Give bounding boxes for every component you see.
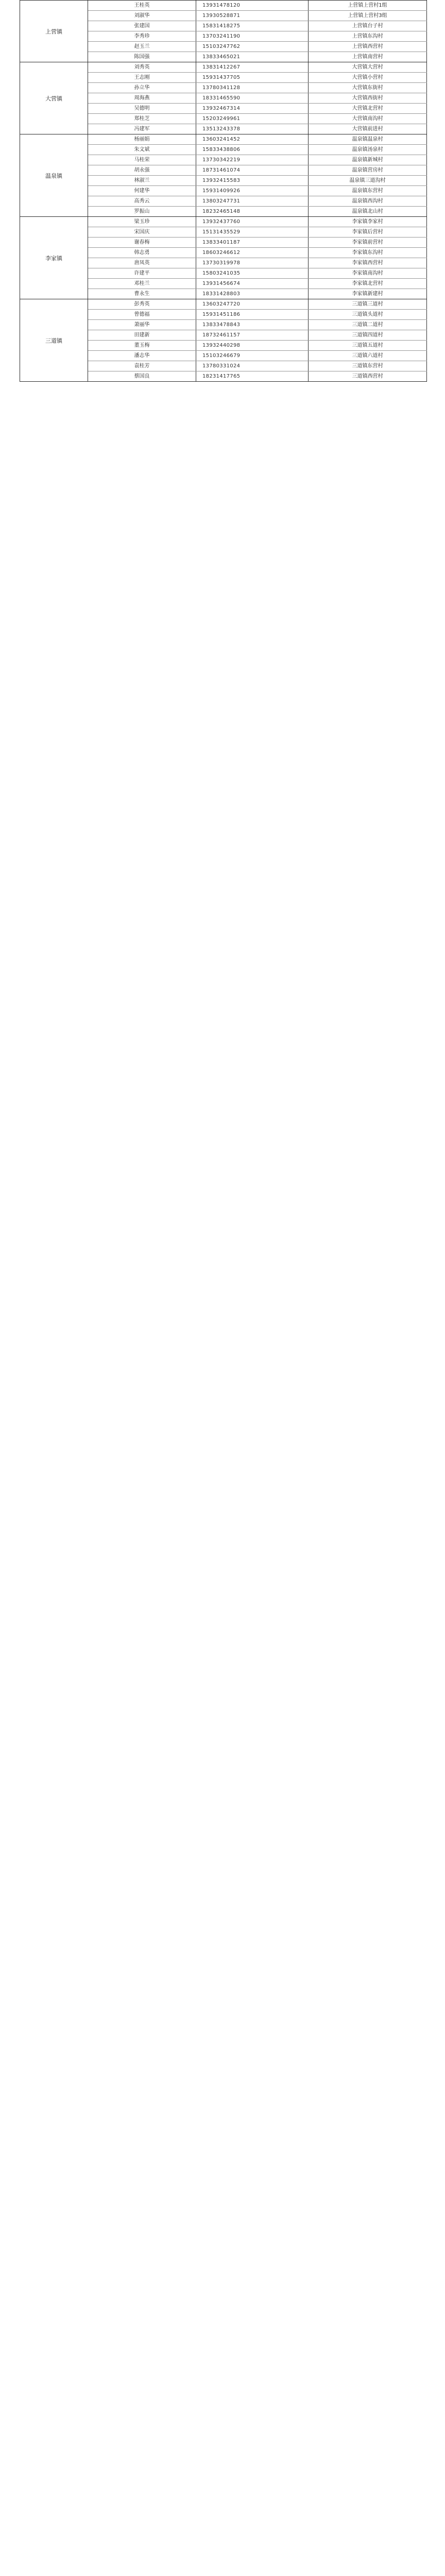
table-row bbox=[88, 268, 427, 279]
contact-name-cell: 韩志勇 bbox=[88, 248, 196, 258]
table-row bbox=[88, 21, 427, 31]
table-row bbox=[88, 52, 427, 62]
contact-name-cell: 袁桂芳 bbox=[88, 361, 196, 371]
contact-address-cell: 温泉镇温泉村 bbox=[309, 134, 427, 144]
table-row bbox=[88, 104, 427, 114]
table-row bbox=[88, 145, 427, 155]
contact-name-cell: 周海燕 bbox=[88, 93, 196, 103]
contact-name-cell: 彭秀英 bbox=[88, 299, 196, 309]
contact-phone-cell: 13730319978 bbox=[196, 258, 309, 268]
contact-phone-cell: 15931451186 bbox=[196, 310, 309, 319]
contact-name-cell: 何建华 bbox=[88, 186, 196, 196]
contact-name-cell: 宋国庆 bbox=[88, 227, 196, 237]
contact-phone-cell: 13803247731 bbox=[196, 196, 309, 206]
contact-address-cell: 李家镇新建村 bbox=[309, 289, 427, 299]
contact-name-cell: 谢春梅 bbox=[88, 238, 196, 247]
contact-address-cell: 三道镇三道村 bbox=[309, 299, 427, 309]
contact-phone-cell: 15103246679 bbox=[196, 351, 309, 361]
town-group bbox=[20, 1, 427, 62]
contact-phone-cell: 13932437760 bbox=[196, 217, 309, 227]
table-row bbox=[88, 31, 427, 42]
table-row bbox=[88, 62, 427, 73]
contact-name-cell: 朱文斌 bbox=[88, 145, 196, 155]
contact-address-cell: 三道镇六道村 bbox=[309, 351, 427, 361]
contact-phone-cell: 15833438806 bbox=[196, 145, 309, 155]
town-rows bbox=[88, 217, 427, 299]
contact-address-cell: 李家镇南沟村 bbox=[309, 268, 427, 278]
table-row bbox=[88, 134, 427, 145]
contact-phone-cell: 13780341128 bbox=[196, 83, 309, 93]
table-row bbox=[88, 186, 427, 196]
contact-phone-cell: 15131435529 bbox=[196, 227, 309, 237]
contact-address-cell: 三道镇四道村 bbox=[309, 330, 427, 340]
contact-phone-cell: 13831412267 bbox=[196, 62, 309, 72]
contact-name-cell: 郑桂芝 bbox=[88, 114, 196, 124]
contact-phone-cell: 18231417765 bbox=[196, 371, 309, 381]
table-row bbox=[88, 114, 427, 124]
table-row bbox=[88, 1, 427, 11]
contact-address-cell: 温泉镇北山村 bbox=[309, 207, 427, 216]
contact-address-cell: 三道镇头道村 bbox=[309, 310, 427, 319]
contact-phone-cell: 15931409926 bbox=[196, 186, 309, 196]
contact-name-cell: 田建新 bbox=[88, 330, 196, 340]
town-name-cell: 大营镇 bbox=[20, 62, 88, 134]
contact-phone-cell: 13780331024 bbox=[196, 361, 309, 371]
contact-name-cell: 李秀珍 bbox=[88, 31, 196, 41]
contact-address-cell: 大营镇小营村 bbox=[309, 73, 427, 82]
contact-address-cell: 三道镇二道村 bbox=[309, 320, 427, 330]
contact-address-cell: 上营镇南营村 bbox=[309, 52, 427, 62]
contact-address-cell: 李家镇东沟村 bbox=[309, 248, 427, 258]
town-group bbox=[20, 62, 427, 134]
contact-phone-cell: 13513243378 bbox=[196, 124, 309, 134]
contact-phone-cell: 15103247762 bbox=[196, 42, 309, 52]
contact-phone-cell: 15203249961 bbox=[196, 114, 309, 124]
contact-address-cell: 大营镇北营村 bbox=[309, 104, 427, 113]
town-name-cell: 李家镇 bbox=[20, 217, 88, 299]
contact-address-cell: 温泉镇营房村 bbox=[309, 165, 427, 175]
table-row bbox=[88, 341, 427, 351]
contact-name-cell: 潘志华 bbox=[88, 351, 196, 361]
contact-phone-cell: 15831418275 bbox=[196, 21, 309, 31]
contact-phone-cell: 18731461074 bbox=[196, 165, 309, 175]
table-row bbox=[88, 351, 427, 361]
town-name-cell: 三道镇 bbox=[20, 299, 88, 381]
contact-name-cell: 梁玉珍 bbox=[88, 217, 196, 227]
table-row bbox=[88, 176, 427, 186]
contact-name-cell: 张建国 bbox=[88, 21, 196, 31]
contact-address-cell: 三道镇五道村 bbox=[309, 341, 427, 350]
table-row bbox=[88, 124, 427, 134]
town-name-cell: 上营镇 bbox=[20, 1, 88, 62]
town-group bbox=[20, 217, 427, 299]
town-rows bbox=[88, 134, 427, 216]
town-rows bbox=[88, 299, 427, 381]
table-row bbox=[88, 310, 427, 320]
contact-phone-cell: 13730342219 bbox=[196, 155, 309, 165]
contact-phone-cell: 18603246612 bbox=[196, 248, 309, 258]
contact-name-cell: 胡永强 bbox=[88, 165, 196, 175]
table-row bbox=[88, 196, 427, 207]
contact-name-cell: 蔡国良 bbox=[88, 371, 196, 381]
table-row bbox=[88, 165, 427, 176]
contact-phone-cell: 18331428803 bbox=[196, 289, 309, 299]
contact-address-cell: 李家镇前营村 bbox=[309, 238, 427, 247]
contact-phone-cell: 18232465148 bbox=[196, 207, 309, 216]
table-row bbox=[88, 73, 427, 83]
table-row bbox=[88, 227, 427, 238]
contact-name-cell: 王志刚 bbox=[88, 73, 196, 82]
contact-phone-cell: 13930528871 bbox=[196, 11, 309, 21]
contact-name-cell: 曹永生 bbox=[88, 289, 196, 299]
contact-name-cell: 吴德明 bbox=[88, 104, 196, 113]
table-row bbox=[88, 258, 427, 268]
contact-address-cell: 上营镇东沟村 bbox=[309, 31, 427, 41]
table-row bbox=[88, 217, 427, 227]
contact-phone-cell: 13932415583 bbox=[196, 176, 309, 185]
town-rows bbox=[88, 62, 427, 134]
table-row bbox=[88, 207, 427, 216]
contact-name-cell: 马桂荣 bbox=[88, 155, 196, 165]
contact-name-cell: 许建平 bbox=[88, 268, 196, 278]
contact-name-cell: 萧丽华 bbox=[88, 320, 196, 330]
contact-name-cell: 刘淑华 bbox=[88, 11, 196, 21]
table-row bbox=[88, 279, 427, 289]
contact-address-cell: 温泉镇东营村 bbox=[309, 186, 427, 196]
contact-phone-cell: 13932467314 bbox=[196, 104, 309, 113]
contact-name-cell: 罗振山 bbox=[88, 207, 196, 216]
contact-phone-cell: 18732461157 bbox=[196, 330, 309, 340]
contact-phone-cell: 13703241190 bbox=[196, 31, 309, 41]
contact-name-cell: 林淑兰 bbox=[88, 176, 196, 185]
table-row bbox=[88, 320, 427, 330]
contact-address-cell: 大营镇南沟村 bbox=[309, 114, 427, 124]
contact-address-cell: 李家镇西营村 bbox=[309, 258, 427, 268]
contact-address-cell: 上营镇西营村 bbox=[309, 42, 427, 52]
contact-address-cell: 大营镇西街村 bbox=[309, 93, 427, 103]
contact-address-cell: 李家镇李家村 bbox=[309, 217, 427, 227]
contact-address-cell: 温泉镇汤泉村 bbox=[309, 145, 427, 155]
contact-phone-cell: 18331465590 bbox=[196, 93, 309, 103]
town-rows bbox=[88, 1, 427, 62]
contact-phone-cell: 13833465021 bbox=[196, 52, 309, 62]
contact-address-cell: 上营镇上营村3组 bbox=[309, 11, 427, 21]
contact-address-cell: 上营镇上营村1组 bbox=[309, 1, 427, 10]
table-row bbox=[88, 330, 427, 341]
table-row bbox=[88, 299, 427, 310]
contact-name-cell: 唐凤英 bbox=[88, 258, 196, 268]
contact-address-cell: 李家镇后营村 bbox=[309, 227, 427, 237]
contact-name-cell: 冯建军 bbox=[88, 124, 196, 134]
contact-name-cell: 陈国强 bbox=[88, 52, 196, 62]
table-row bbox=[88, 248, 427, 258]
town-contact-table bbox=[20, 0, 427, 382]
table-row bbox=[88, 289, 427, 299]
table-row bbox=[88, 238, 427, 248]
contact-name-cell: 邓桂兰 bbox=[88, 279, 196, 289]
contact-phone-cell: 15931437705 bbox=[196, 73, 309, 82]
contact-phone-cell: 13931456674 bbox=[196, 279, 309, 289]
contact-name-cell: 董玉梅 bbox=[88, 341, 196, 350]
contact-address-cell: 温泉镇三道沟村 bbox=[309, 176, 427, 185]
contact-phone-cell: 13833478843 bbox=[196, 320, 309, 330]
contact-name-cell: 赵玉兰 bbox=[88, 42, 196, 52]
contact-address-cell: 大营镇大营村 bbox=[309, 62, 427, 72]
contact-address-cell: 温泉镇西沟村 bbox=[309, 196, 427, 206]
town-name-cell: 温泉镇 bbox=[20, 134, 88, 216]
contact-phone-cell: 13931478120 bbox=[196, 1, 309, 10]
contact-address-cell: 大营镇前进村 bbox=[309, 124, 427, 134]
town-group bbox=[20, 299, 427, 382]
contact-phone-cell: 15803241035 bbox=[196, 268, 309, 278]
contact-name-cell: 王桂英 bbox=[88, 1, 196, 10]
table-row bbox=[88, 42, 427, 52]
contact-phone-cell: 13603241452 bbox=[196, 134, 309, 144]
table-row bbox=[88, 83, 427, 93]
town-group bbox=[20, 134, 427, 217]
contact-name-cell: 刘秀英 bbox=[88, 62, 196, 72]
table-row bbox=[88, 93, 427, 104]
contact-address-cell: 三道镇西营村 bbox=[309, 371, 427, 381]
contact-phone-cell: 13932440298 bbox=[196, 341, 309, 350]
contact-name-cell: 曾德福 bbox=[88, 310, 196, 319]
contact-address-cell: 上营镇台子村 bbox=[309, 21, 427, 31]
contact-address-cell: 大营镇东街村 bbox=[309, 83, 427, 93]
contact-address-cell: 三道镇东营村 bbox=[309, 361, 427, 371]
contact-address-cell: 温泉镇新城村 bbox=[309, 155, 427, 165]
contact-name-cell: 高秀云 bbox=[88, 196, 196, 206]
contact-phone-cell: 13603247720 bbox=[196, 299, 309, 309]
table-row bbox=[88, 155, 427, 165]
contact-address-cell: 李家镇北营村 bbox=[309, 279, 427, 289]
contact-name-cell: 孙立华 bbox=[88, 83, 196, 93]
table-row bbox=[88, 11, 427, 21]
table-row bbox=[88, 371, 427, 381]
table-row bbox=[88, 361, 427, 371]
contact-phone-cell: 13833401187 bbox=[196, 238, 309, 247]
contact-name-cell: 杨丽娟 bbox=[88, 134, 196, 144]
